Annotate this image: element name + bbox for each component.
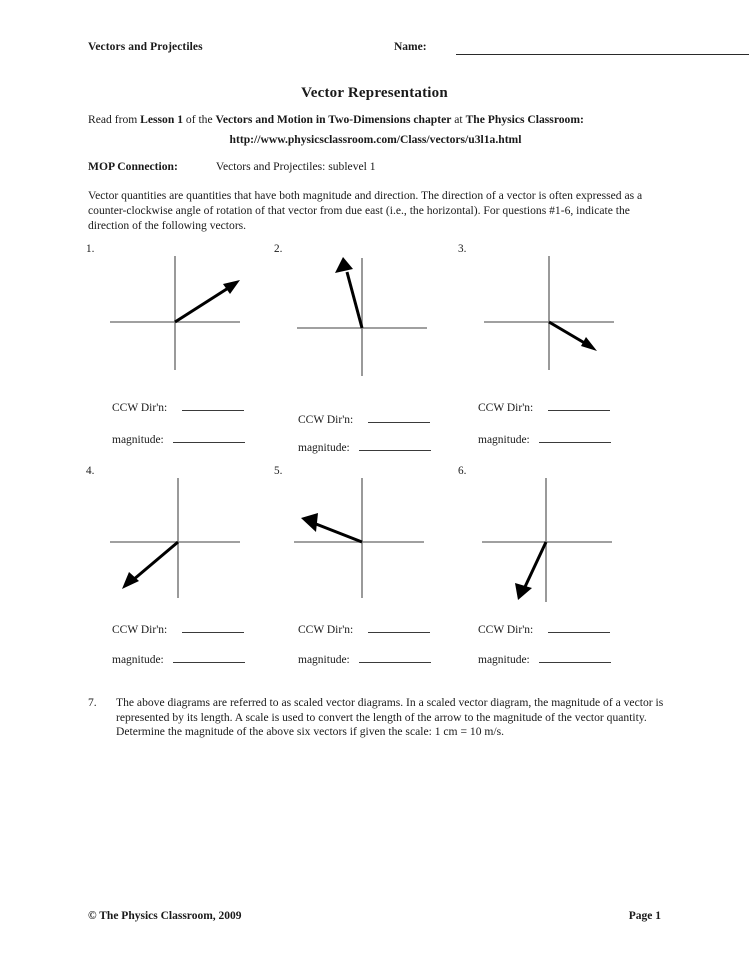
vector-arrow-shaft-6 — [524, 542, 546, 589]
question-number-2: 2. — [274, 243, 283, 255]
direction-blank-6[interactable] — [548, 622, 610, 633]
read-from-colon: : — [580, 113, 584, 126]
magnitude-label-4: magnitude: — [112, 654, 164, 666]
course-title: Vectors and Projectiles — [88, 41, 203, 53]
vector-diagram-3 — [480, 252, 620, 372]
direction-blank-2[interactable] — [368, 412, 430, 423]
direction-blank-4[interactable] — [182, 622, 244, 633]
question-7 — [88, 696, 666, 740]
answer-direction-5 — [298, 622, 430, 636]
question-number-6: 6. — [458, 465, 467, 477]
vector-diagram-6 — [478, 474, 618, 604]
vector-diagram-3-svg — [480, 252, 620, 372]
answer-direction-2 — [298, 412, 430, 426]
magnitude-blank-6[interactable] — [539, 652, 611, 663]
magnitude-blank-4[interactable] — [173, 652, 245, 663]
vector-arrow-head-5 — [301, 513, 318, 532]
vector-arrow-shaft-5 — [316, 524, 362, 542]
answer-direction-4 — [112, 622, 244, 636]
read-from-suffix: at — [451, 113, 466, 126]
answer-magnitude-1 — [112, 432, 245, 446]
read-from-site: The Physics Classroom — [465, 113, 581, 126]
magnitude-label-3: magnitude: — [478, 434, 530, 446]
mop-value: Vectors and Projectiles: sublevel 1 — [215, 160, 376, 173]
magnitude-blank-1[interactable] — [173, 432, 245, 443]
vector-arrow-shaft-4 — [133, 542, 178, 580]
magnitude-blank-5[interactable] — [359, 652, 431, 663]
read-from-lesson: Lesson 1 — [140, 113, 183, 126]
vector-diagram-5 — [290, 474, 430, 600]
answer-magnitude-4 — [112, 652, 245, 666]
mop-label: MOP Connection: — [88, 160, 178, 173]
name-label: Name: — [394, 41, 427, 53]
direction-blank-5[interactable] — [368, 622, 430, 633]
direction-label-2: CCW Dir'n: — [298, 414, 354, 426]
answer-direction-1 — [112, 400, 244, 414]
direction-label-5: CCW Dir'n: — [298, 624, 354, 636]
vector-arrow-head-4 — [122, 572, 139, 589]
magnitude-blank-2[interactable] — [359, 440, 431, 451]
vector-diagram-6-svg — [478, 474, 618, 604]
question-number-5: 5. — [274, 465, 283, 477]
lesson-url[interactable]: http://www.physicsclassroom.com/Class/vectors/u3l1a.html — [229, 133, 522, 146]
question-number-4: 4. — [86, 465, 95, 477]
magnitude-label-5: magnitude: — [298, 654, 350, 666]
direction-label-6: CCW Dir'n: — [478, 624, 534, 636]
magnitude-label-1: magnitude: — [112, 434, 164, 446]
direction-blank-1[interactable] — [182, 400, 244, 411]
vector-arrow-head-1 — [223, 280, 240, 294]
vector-diagram-1 — [106, 252, 246, 372]
magnitude-label-6: magnitude: — [478, 654, 530, 666]
direction-label-3: CCW Dir'n: — [478, 402, 534, 414]
page-title: Vector Representation — [301, 85, 448, 101]
question-number-7: 7. — [88, 696, 97, 709]
direction-label-4: CCW Dir'n: — [112, 624, 168, 636]
name-blank-line[interactable] — [456, 54, 749, 55]
copyright-notice: © The Physics Classroom, 2009 — [88, 910, 242, 922]
page-number: Page 1 — [628, 910, 661, 922]
mop-connection — [88, 160, 663, 173]
vector-arrow-shaft-3 — [549, 322, 588, 345]
read-from-line — [88, 112, 663, 127]
vector-arrow-shaft-1 — [175, 285, 233, 322]
vector-diagram-4-svg — [106, 474, 246, 600]
vector-arrow-head-3 — [581, 337, 597, 351]
answer-direction-3 — [478, 400, 610, 414]
question-7-text: The above diagrams are referred to as scaled vector diagrams. In a scaled vector diagram, the magnitude of a vector is represented by its length. A scale is used to convert the length of the arrow to the magnitude of the vector quantity. Determine the magnitude of the above six vectors if given the scale: 1 cm = 10 m/s. — [116, 696, 664, 739]
read-from-middle: of the — [183, 113, 216, 126]
magnitude-blank-3[interactable] — [539, 432, 611, 443]
answer-magnitude-2 — [298, 440, 431, 454]
direction-blank-3[interactable] — [548, 400, 610, 411]
vector-arrow-head-6 — [515, 583, 532, 600]
question-number-3: 3. — [458, 243, 467, 255]
intro-paragraph: Vector quantities are quantities that have both magnitude and direction. The direction of a vector is often expressed as a counter-clockwise angle of rotation of that vector from due east (i.e., the horizontal). For questions #1-6, indicate the direction of the following vectors. — [88, 189, 643, 233]
magnitude-label-2: magnitude: — [298, 442, 350, 454]
answer-magnitude-3 — [478, 432, 611, 446]
vector-diagram-5-svg — [290, 474, 430, 600]
vector-diagram-1-svg — [106, 252, 246, 372]
page-header — [88, 41, 661, 57]
answer-magnitude-6 — [478, 652, 611, 666]
vector-arrow-head-2 — [335, 257, 353, 273]
read-from-prefix: Read from — [88, 113, 141, 126]
vector-arrow-shaft-2 — [347, 272, 362, 328]
read-from-chapter: Vectors and Motion in Two-Dimensions chapter — [215, 113, 452, 126]
answer-magnitude-5 — [298, 652, 431, 666]
answer-direction-6 — [478, 622, 610, 636]
question-number-1: 1. — [86, 243, 95, 255]
vector-diagram-2-svg — [293, 252, 433, 378]
vector-diagram-2 — [293, 252, 433, 378]
direction-label-1: CCW Dir'n: — [112, 402, 168, 414]
vector-diagram-4 — [106, 474, 246, 600]
